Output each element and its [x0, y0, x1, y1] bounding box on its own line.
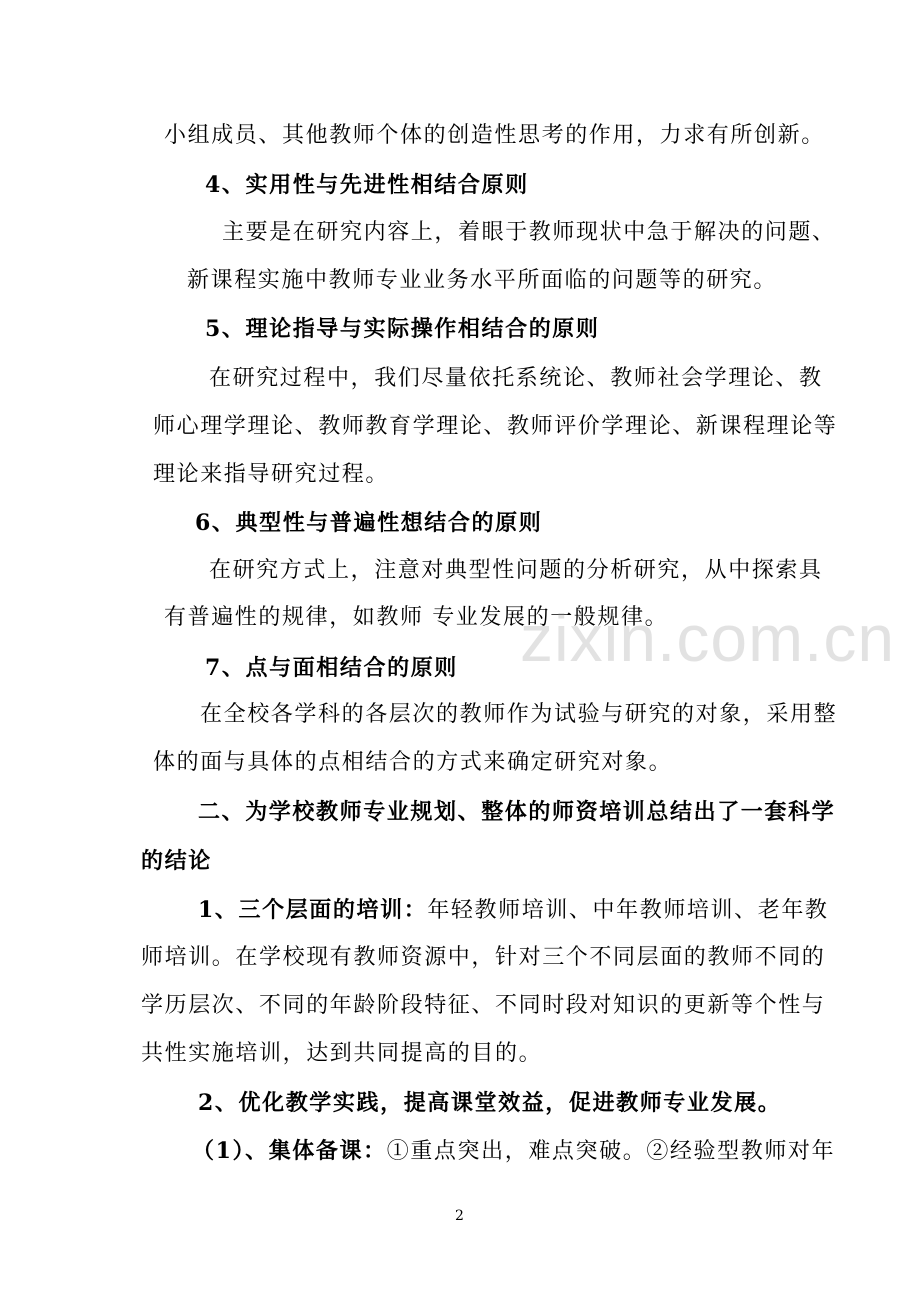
inline-text: ①重点突出，难点突破。②经验型教师对年 [386, 1139, 836, 1164]
page-number: 2 [455, 1208, 464, 1224]
chapter-heading: 二、为学校教师专业规划、整体的师资培训总结出了一套科学 [198, 799, 836, 825]
body-text-line: 学历层次、不同的年龄阶段特征、不同时段对知识的更新等个性与 [141, 993, 826, 1018]
inline-heading: 1、三个层面的培训： [198, 897, 428, 923]
body-text-line: 师心理学理论、教师教育学理论、教师评价学理论、新课程理论等 [153, 414, 838, 439]
body-text-line: 师培训。在学校现有教师资源中，针对三个不同层面的教师不同的 [141, 945, 826, 970]
body-text-line: 在研究方式上，注意对典型性问题的分析研究，从中探索具 [209, 558, 823, 583]
body-text-line: 在研究过程中，我们尽量依托系统论、教师社会学理论、教 [209, 366, 823, 391]
body-text-line: 体的面与具体的点相结合的方式来确定研究对象。 [153, 750, 673, 775]
section-heading: 5、理论指导与实际操作相结合的原则 [205, 316, 600, 342]
body-text-line: 有普遍性的规律，如教师 专业发展的一般规律。 [164, 605, 669, 630]
section-heading: 4、实用性与先进性相结合原则 [205, 172, 529, 198]
body-text-line: 在全校各学科的各层次的教师作为试验与研究的对象，采用整 [200, 702, 838, 727]
chapter-heading: 的结论 [141, 848, 212, 874]
section-heading: 2、优化教学实践，提高课堂效益，促进教师专业发展。 [198, 1090, 782, 1116]
inline-text: 年轻教师培训、中年教师培训、老年教 [427, 898, 829, 923]
body-text-line: 新课程实施中教师专业业务水平所面临的问题等的研究。 [187, 268, 778, 293]
body-text-line [198, 895, 829, 926]
inline-heading: （1）、集体备课： [192, 1138, 387, 1164]
body-text-line: 小组成员、其他教师个体的创造性思考的作用，力求有所创新。 [164, 123, 825, 148]
body-text-line: 共性实施培训，达到共同提高的目的。 [141, 1041, 543, 1066]
body-text-line [192, 1136, 835, 1167]
section-heading: 6、典型性与普遍性想结合的原则 [195, 510, 543, 536]
section-heading: 7、点与面相结合的原则 [205, 655, 458, 681]
watermark: zixin.com.cn [520, 601, 896, 675]
body-text-line: 主要是在研究内容上，着眼于教师现状中急于解决的问题、 [222, 220, 836, 245]
body-text-line: 理论来指导研究过程。 [153, 462, 390, 487]
